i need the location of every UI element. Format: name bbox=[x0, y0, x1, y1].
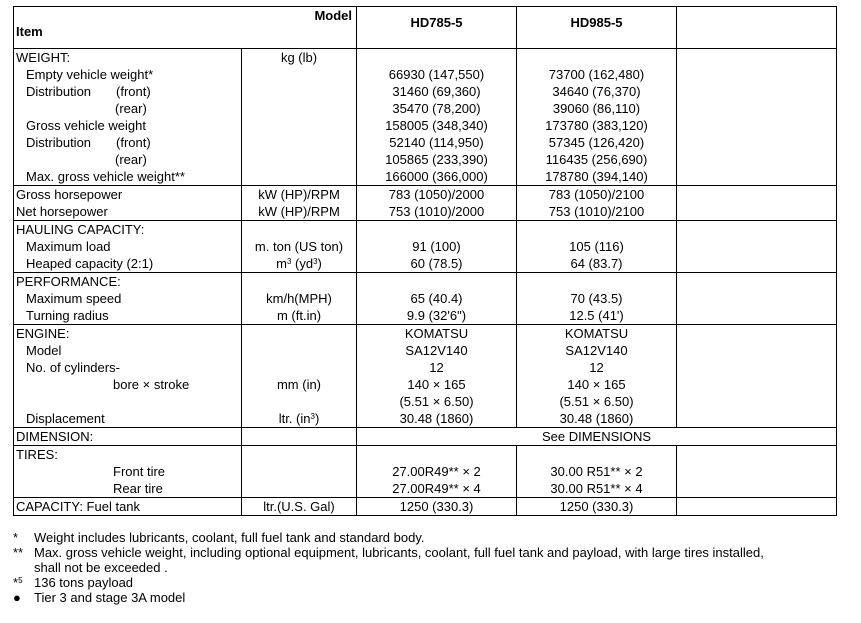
capacity-hd785: 1250 (330.3) bbox=[357, 498, 517, 516]
footnote-max-gross-cont: shall not be exceeded . bbox=[34, 560, 168, 575]
performance-hd785: 65 (40.4) 9.9 (32'6") bbox=[357, 273, 517, 325]
empty-dist-front-label: Distribution (front) bbox=[26, 84, 151, 99]
capacity-row bbox=[14, 498, 837, 516]
spec-table bbox=[13, 6, 837, 516]
dimension-label: DIMENSION: bbox=[14, 428, 242, 446]
weight-row bbox=[14, 49, 837, 186]
horsepower-units: kW (HP)/RPM kW (HP)/RPM bbox=[242, 186, 357, 221]
weight-unit: kg (lb) bbox=[242, 49, 357, 186]
weight-hd985-values: 73700 (162,480) 34640 (76,370) 39060 (86,110) 173780 (383,120) 57345 (126,420) 116435 (256,690) 178780 (394,140) bbox=[517, 49, 677, 186]
hauling-row bbox=[14, 221, 837, 273]
model-hd985-header: HD985-5 bbox=[517, 7, 677, 49]
weight-labels bbox=[14, 49, 242, 186]
performance-labels: PERFORMANCE: Maximum speed Turning radius bbox=[14, 273, 242, 325]
gross-dist-front-label: Distribution (front) bbox=[26, 135, 151, 150]
capacity-empty-cell bbox=[677, 498, 837, 516]
header-item-model-cell bbox=[14, 7, 357, 49]
hauling-hd785: 91 (100) 60 (78.5) bbox=[357, 221, 517, 273]
model-hd785-header: HD785-5 bbox=[357, 7, 517, 49]
footnote-max-gross: ** Max. gross vehicle weight, including optional equipment, lubricants, coolant, full fuel tank and payload, with large tires installed, bbox=[13, 545, 764, 560]
tires-labels: TIRES: Front tire Rear tire bbox=[14, 446, 242, 498]
footnote-weight: * Weight includes lubricants, coolant, full fuel tank and standard body. bbox=[13, 530, 425, 545]
engine-row bbox=[14, 325, 837, 428]
tires-unit-cell bbox=[242, 446, 357, 498]
horsepower-hd985: 783 (1050)/2100 753 (1010)/2100 bbox=[517, 186, 677, 221]
engine-empty-cell bbox=[677, 325, 837, 428]
horsepower-labels: Gross horsepower Net horsepower bbox=[14, 186, 242, 221]
hauling-units: m. ton (US ton) $m^3$ $(yd^3)$ bbox=[242, 221, 357, 273]
performance-hd985: 70 (43.5) 12.5 (41') bbox=[517, 273, 677, 325]
max-gross-weight-label: Max. gross vehicle weight** bbox=[26, 169, 185, 184]
capacity-label: CAPACITY: Fuel tank bbox=[14, 498, 242, 516]
weight-section-title: WEIGHT: bbox=[16, 50, 71, 65]
engine-units: mm (in) ltr. $(in^3)$ bbox=[242, 325, 357, 428]
tires-hd985: 30.00 R51** × 2 30.00 R51** × 4 bbox=[517, 446, 677, 498]
tires-empty-cell bbox=[677, 446, 837, 498]
tires-hd785: 27.00R49** × 2 27.00R49** × 4 bbox=[357, 446, 517, 498]
gross-weight-label: Gross vehicle weight bbox=[26, 118, 146, 133]
hauling-labels: HAULING CAPACITY: Maximum load Heaped capacity (2:1) bbox=[14, 221, 242, 273]
item-label: Item bbox=[16, 24, 43, 39]
engine-labels: ENGINE: Model No. of cylinders- bore × stroke Displacement bbox=[14, 325, 242, 428]
bullet-icon: ● bbox=[13, 590, 21, 605]
performance-empty-cell bbox=[677, 273, 837, 325]
empty-weight-label: Empty vehicle weight* bbox=[26, 67, 154, 82]
footnote-tier: ● Tier 3 and stage 3A model bbox=[13, 590, 186, 605]
dimension-unit-cell bbox=[242, 428, 357, 446]
model-label: Model bbox=[314, 8, 352, 23]
engine-hd985: KOMATSU SA12V140 12 140 × 165 (5.51 × 6.50) 30.48 (1860) bbox=[517, 325, 677, 428]
empty-dist-rear-label: (rear) bbox=[115, 101, 147, 116]
footnote-payload: *$^5$ 136 tons payload bbox=[13, 575, 134, 590]
header-row bbox=[14, 7, 837, 49]
capacity-hd985: 1250 (330.3) bbox=[517, 498, 677, 516]
performance-units: km/h(MPH) m (ft.in) bbox=[242, 273, 357, 325]
horsepower-row bbox=[14, 186, 837, 221]
weight-empty-cell bbox=[677, 49, 837, 186]
engine-hd785: KOMATSU SA12V140 12 140 × 165 (5.51 × 6.50) 30.48 (1860) bbox=[357, 325, 517, 428]
dimension-row bbox=[14, 428, 837, 446]
performance-row bbox=[14, 273, 837, 325]
gross-dist-rear-label: (rear) bbox=[115, 152, 147, 167]
hauling-empty-cell bbox=[677, 221, 837, 273]
weight-hd785-values: 66930 (147,550) 31460 (69,360) 35470 (78,200) 158005 (348,340) 52140 (114,950) 105865 (233,390) 166000 (366,000) bbox=[357, 49, 517, 186]
empty-header-cell bbox=[677, 7, 837, 49]
horsepower-hd785: 783 (1050)/2000 753 (1010)/2000 bbox=[357, 186, 517, 221]
tires-row bbox=[14, 446, 837, 498]
dimension-value: See DIMENSIONS bbox=[357, 428, 837, 446]
capacity-unit: ltr.(U.S. Gal) bbox=[242, 498, 357, 516]
horsepower-empty-cell bbox=[677, 186, 837, 221]
footnotes bbox=[13, 530, 853, 605]
hauling-hd985: 105 (116) 64 (83.7) bbox=[517, 221, 677, 273]
